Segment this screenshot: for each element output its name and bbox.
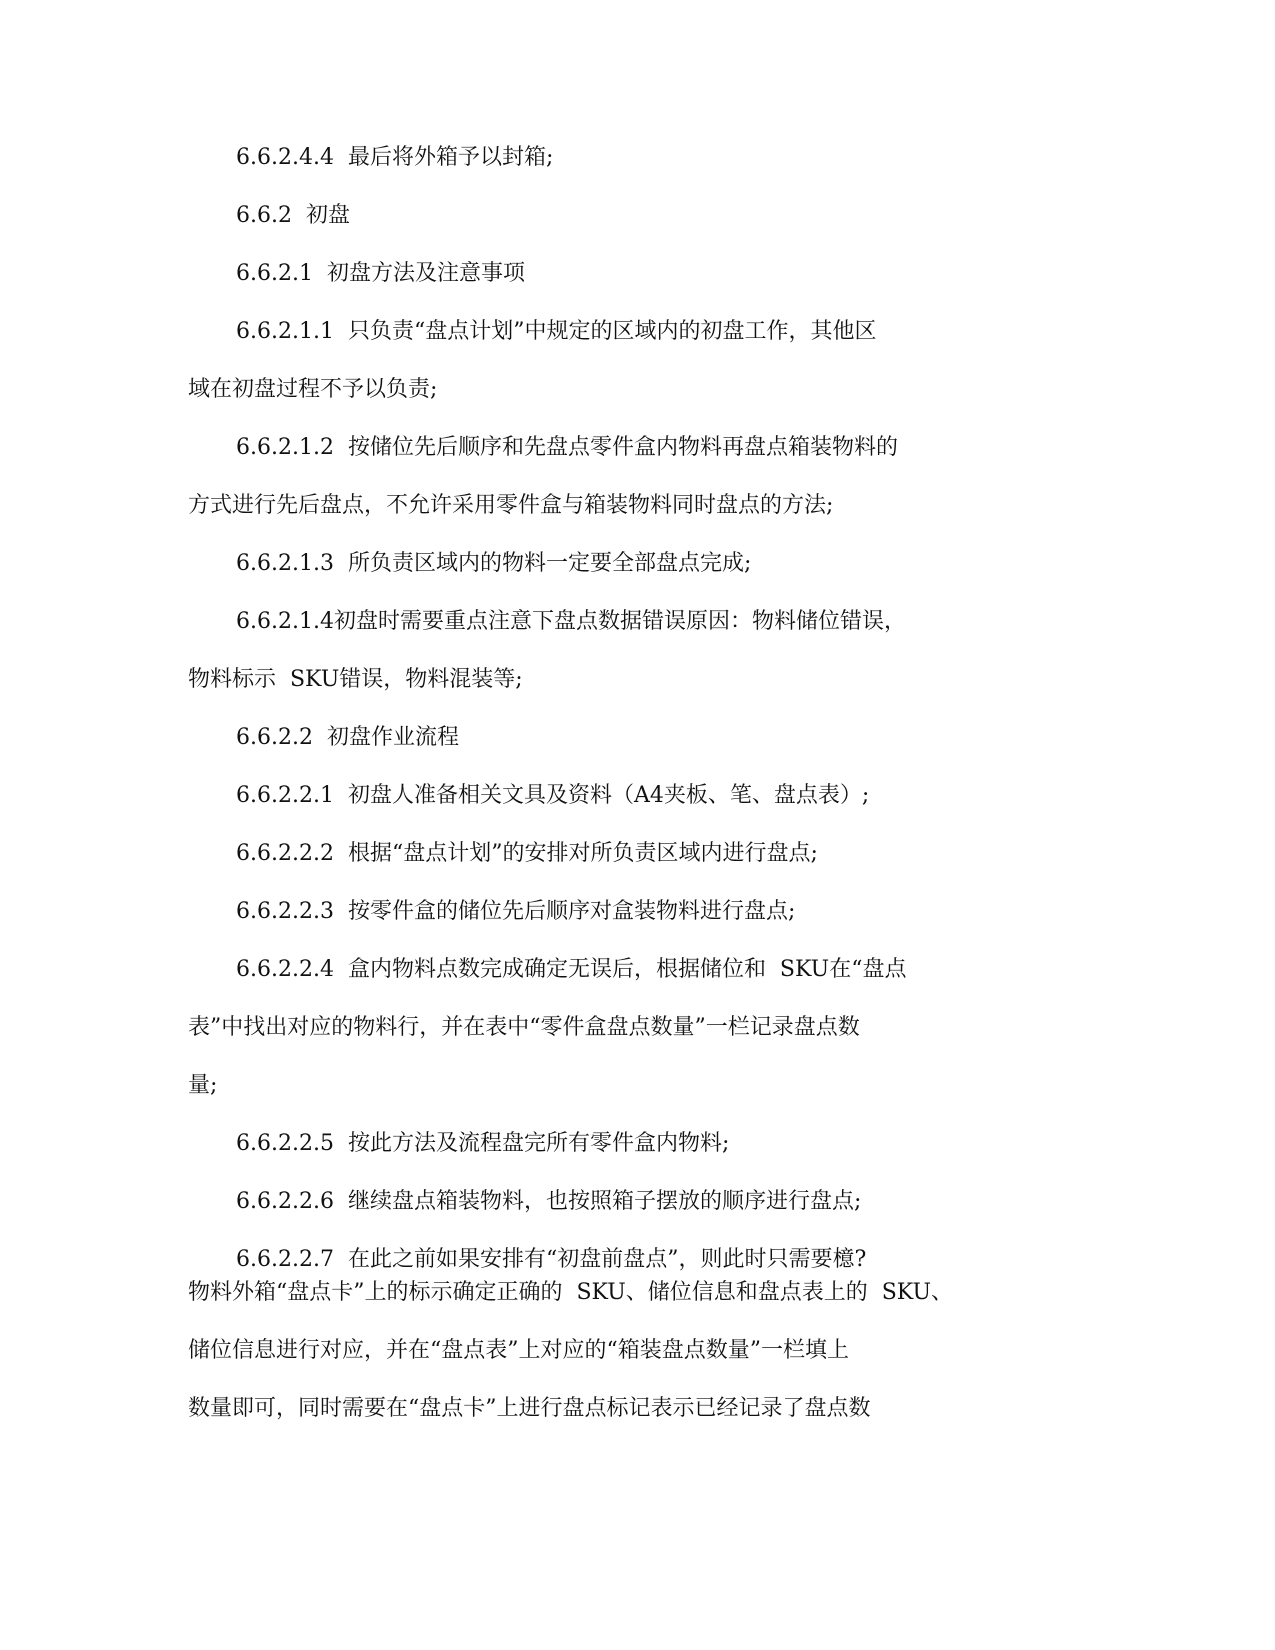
paragraph-6-6-2-2-4: 6.6.2.2.4 盒内物料点数完成确定无误后，根据储位和 SKU在“盘点 [236,957,907,982]
paragraph-6-6-2-2-2: 6.6.2.2.2 根据“盘点计划”的安排对所负责区域内进行盘点; [236,841,818,866]
paragraph-6-6-2-2-6: 6.6.2.2.6 继续盘点箱装物料，也按照箱子摆放的顺序进行盘点; [236,1189,862,1214]
heading-6-6-2: 6.6.2 初盘 [236,203,350,228]
heading-6-6-2-2: 6.6.2.2 初盘作业流程 [236,725,459,750]
paragraph-6-6-2-2-5: 6.6.2.2.5 按此方法及流程盘完所有零件盒内物料; [236,1131,730,1156]
paragraph-6-6-2-2-7-cont: 物料外箱“盘点卡”上的标示确定正确的 SKU、储位信息和盘点表上的 SKU、 [188,1280,953,1305]
paragraph-6-6-2-2-7: 6.6.2.2.7 在此之前如果安排有“初盘前盘点”，则此时只需要檍? [236,1247,867,1272]
paragraph-6-6-2-1-2: 6.6.2.1.2 按储位先后顺序和先盘点零件盒内物料再盘点箱装物料的 [236,435,898,460]
paragraph-6-6-2-2-4-cont2: 量; [188,1073,218,1098]
paragraph-6-6-2-2-4-cont: 表”中找出对应的物料行，并在表中“零件盒盘点数量”一栏记录盘点数 [188,1015,860,1040]
heading-6-6-2-1: 6.6.2.1 初盘方法及注意事项 [236,261,525,286]
paragraph-6-6-2-2-7-cont3: 数量即可，同时需要在“盘点卡”上进行盘点标记表示已经记录了盘点数 [188,1396,871,1421]
paragraph-6-6-2-1-2-cont: 方式进行先后盘点，不允许采用零件盒与箱装物料同时盘点的方法; [188,493,834,518]
paragraph-6-6-2-1-1: 6.6.2.1.1 只负责“盘点计划”中规定的区域内的初盘工作，其他区 [236,319,877,344]
paragraph-6-6-2-2-7-cont2: 储位信息进行对应，并在“盘点表”上对应的“箱装盘点数量”一栏填上 [188,1338,849,1363]
paragraph-6-6-2-1-4: 6.6.2.1.4初盘时需要重点注意下盘点数据错误原因：物料储位错误， [236,609,906,634]
paragraph-6-6-2-1-1-cont: 域在初盘过程不予以负责; [188,377,438,402]
paragraph-6-6-2-1-3: 6.6.2.1.3 所负责区域内的物料一定要全部盘点完成; [236,551,752,576]
paragraph-6-6-2-2-3: 6.6.2.2.3 按零件盒的储位先后顺序对盒装物料进行盘点; [236,899,796,924]
paragraph-6-6-2-4-4: 6.6.2.4.4 最后将外箱予以封箱; [236,145,554,170]
paragraph-6-6-2-1-4-cont: 物料标示 SKU错误，物料混装等; [188,667,523,692]
paragraph-6-6-2-2-1: 6.6.2.2.1 初盘人准备相关文具及资料（A4夹板、笔、盘点表）; [236,783,870,808]
